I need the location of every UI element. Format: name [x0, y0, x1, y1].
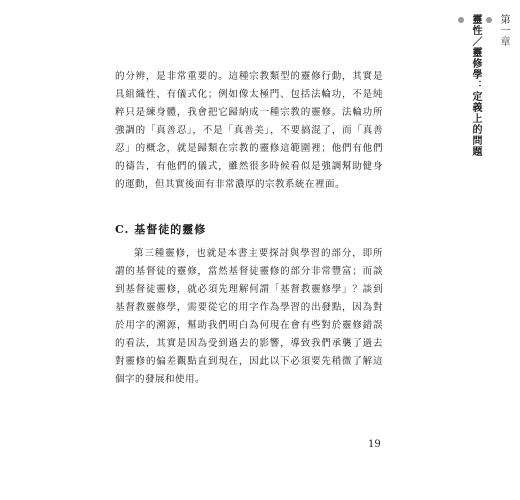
- chapter-title: 靈性／靈修學：定義上的問題: [470, 14, 481, 157]
- section-heading: C. 基督徒的靈修: [115, 223, 207, 236]
- page-number: 19: [368, 439, 381, 450]
- paragraph-section-c: 第三種靈修，也就是本書主要探討與學習的部分，即所謂的基督徒的靈修，當然基督徒靈修的部分非常豐富；而談到基督徒靈修，就必須先理解何謂「基督教靈修學」？談到基督教靈修學，需要從它的用字作為學習的出發點，因為對於用字的溯源，幫助我們明白為何現在會有些對於靈修錯誤的看法，其實是因為受到過去的影響，導致我們承襲了過去對靈修的偏差觀點直到現在，因此以下必須要先稍微了解這個字的發展和使用。: [115, 248, 383, 385]
- paragraph-continued: 的分辨，是非常重要的。這種宗教類型的靈修行動，其實是具組織性、有儀式化；例如像太極門、包括法輪功，不是純粹只是練身體，我會把它歸納成一種宗教的靈修。法輪功所強調的「真善忍」，不是「真善美」，不要搞混了，而「真善忍」的概念，就是歸類在宗教的靈修這範圍裡；他們有他們的禱告，有他們的儀式，雖然很多時候看似是強調幫助健身的運動，但其實後面有非常濃厚的宗教系統在裡面。: [115, 71, 383, 190]
- bullet-dot-icon: [458, 17, 464, 23]
- running-header: [470, 14, 510, 157]
- chapter-label: 第一章: [498, 14, 509, 47]
- bullet-dot-icon: [486, 17, 492, 23]
